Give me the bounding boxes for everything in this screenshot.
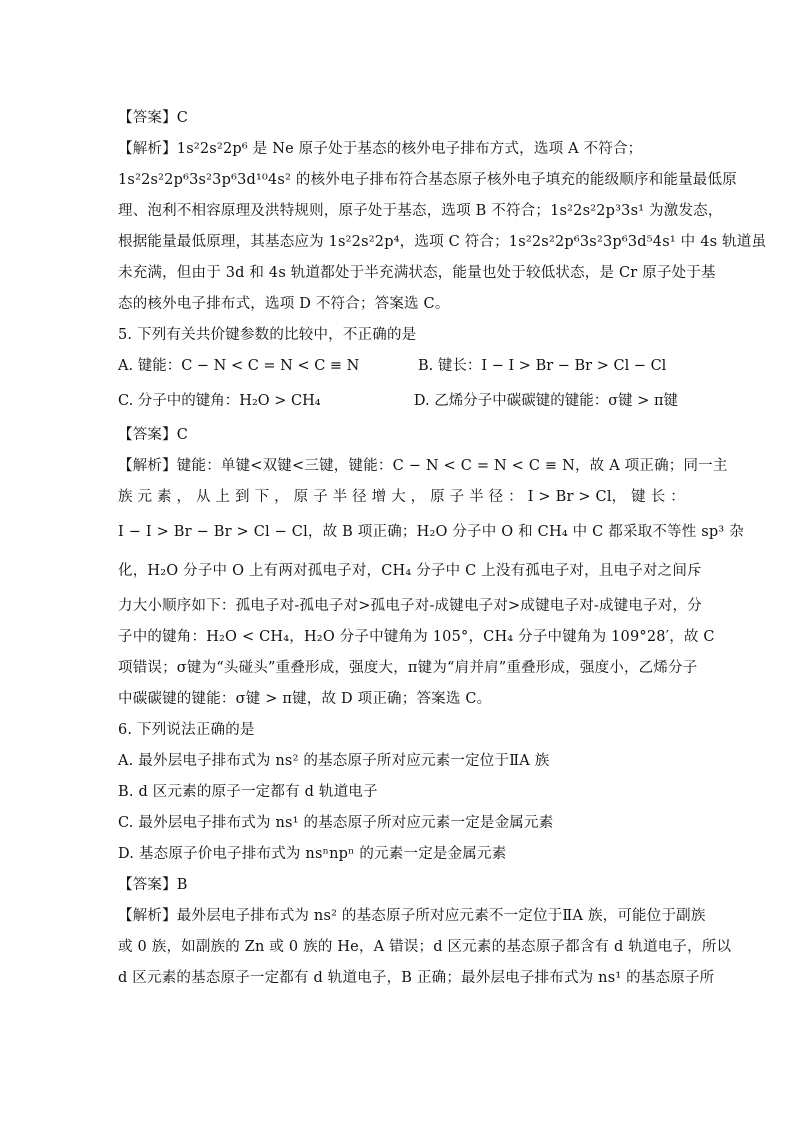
- q6-analysis-line-3: d 区元素的基态原子一定都有 d 轨道电子，B 正确；最外层电子排布式为 ns¹ 的基态原子所: [118, 970, 715, 986]
- q5-analysis-line-1: 【解析】键能：单键<双键<三键，键能：C − N < C = N < C ≡ N，故 A 项正确；同一主: [118, 458, 728, 474]
- q6-option-a: A. 最外层电子排布式为 ns² 的基态原子所对应元素一定位于ⅡA 族: [118, 753, 550, 769]
- q4-analysis-line-1: 【解析】1s²2s²2p⁶ 是 Ne 原子处于基态的核外电子排布方式，选项 A 不符合；: [118, 141, 643, 157]
- q5-option-b: B. 键长：I − I > Br − Br > Cl − Cl: [418, 358, 667, 374]
- q4-analysis-line-6: 态的核外电子排布式，选项 D 不符合；答案选 C。: [118, 296, 450, 312]
- q6-option-c: C. 最外层电子排布式为 ns¹ 的基态原子所对应元素一定是金属元素: [118, 815, 554, 831]
- q5-option-a: A. 键能：C − N < C = N < C ≡ N: [118, 358, 360, 374]
- q5-option-d: D. 乙烯分子中碳碳键的键能：σ键 > π键: [413, 393, 678, 409]
- q4-analysis-line-3: 理、泡利不相容原理及洪特规则，原子处于基态，选项 B 不符合；1s²2s²2p³3s¹ 为激发态，: [118, 203, 723, 219]
- q6-stem: 6. 下列说法正确的是: [118, 722, 255, 738]
- q6-option-d: D. 基态原子价电子排布式为 nsⁿnpⁿ 的元素一定是金属元素: [118, 846, 507, 862]
- q5-analysis-line-5: 力大小顺序如下：孤电子对-孤电子对>孤电子对-成键电子对>成键电子对-成键电子对，分: [118, 598, 702, 614]
- q5-option-c: C. 分子中的键角：H₂O > CH₄: [118, 393, 321, 409]
- q5-analysis-line-2: 族 元 素 ， 从 上 到 下 ， 原 子 半 径 增 大 ， 原 子 半 径 ： I > Br > Cl， 键 长 ：: [118, 489, 685, 505]
- q4-analysis-line-5: 未充满，但由于 3d 和 4s 轨道都处于半充满状态，能量也处于较低状态，是 Cr 原子处于基: [118, 265, 716, 281]
- q6-analysis-line-1: 【解析】最外层电子排布式为 ns² 的基态原子所对应元素不一定位于ⅡA 族，可能位于副族: [118, 908, 706, 924]
- q5-answer: 【答案】C: [118, 427, 189, 443]
- q5-analysis-line-8: 中碳碳键的键能：σ键 > π键，故 D 项正确；答案选 C。: [118, 691, 492, 707]
- q5-options-row-2: [118, 382, 678, 420]
- q4-analysis-line-2: 1s²2s²2p⁶3s²3p⁶3d¹⁰4s² 的核外电子排布符合基态原子核外电子填充的能级顺序和能量最低原: [118, 172, 737, 188]
- q6-option-b: B. d 区元素的原子一定都有 d 轨道电子: [118, 784, 378, 800]
- page-content: [118, 103, 767, 994]
- q5-options-row-1: [118, 351, 678, 382]
- q6-answer: 【答案】B: [118, 877, 188, 893]
- q6-analysis-line-2: 或 0 族，如副族的 Zn 或 0 族的 He，A 错误；d 区元素的基态原子都含有 d 轨道电子，所以: [118, 939, 732, 955]
- q5-analysis-line-4: 化，H₂O 分子中 O 上有两对孤电子对，CH₄ 分子中 C 上没有孤电子对，且电子对之间斥: [118, 563, 702, 579]
- q5-analysis-line-7: 项错误；σ键为“头碰头”重叠形成，强度大，π键为“肩并肩”重叠形成，强度小，乙烯分子: [118, 660, 698, 676]
- q5-stem: 5. 下列有关共价键参数的比较中，不正确的是: [118, 327, 417, 343]
- q4-analysis-line-4: 根据能量最低原理，其基态应为 1s²2s²2p⁴，选项 C 符合；1s²2s²2p⁶3s²3p⁶3d⁵4s¹ 中 4s 轨道虽: [118, 234, 767, 250]
- q5-analysis-line-6: 子中的键角：H₂O < CH₄，H₂O 分子中键角为 105°，CH₄ 分子中键角为 109°28′，故 C: [118, 629, 715, 645]
- q5-analysis-line-3: I − I > Br − Br > Cl − Cl，故 B 项正确；H₂O 分子中 O 和 CH₄ 中 C 都采取不等性 sp³ 杂: [118, 524, 744, 540]
- q4-answer: 【答案】C: [118, 110, 189, 126]
